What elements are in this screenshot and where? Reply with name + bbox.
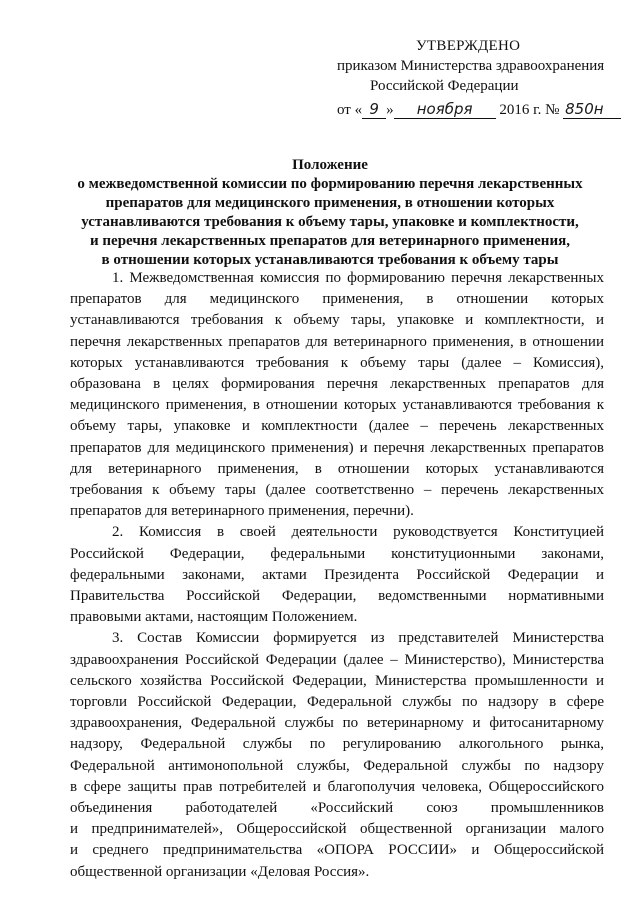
text-line: здравоохранения Российской Федерации (далее – Министерство), Министерства <box>70 651 604 668</box>
text-line: общественной организации «Деловая Россия». <box>70 863 370 880</box>
handwritten-order-number: 850н <box>563 100 621 119</box>
text-line: и среднего предпринимательства «ОПОРА РОССИИ» и Общероссийской <box>70 842 604 859</box>
paragraph-2 <box>70 522 604 628</box>
approval-ministry: Российской Федерации <box>370 78 519 94</box>
text-line: образована в целях формирования перечня лекарственных препаратов для <box>70 376 604 393</box>
text-line: Правительства Российской Федерации, ведомственными нормативными <box>70 588 604 605</box>
text-line: 3. Состав Комиссии формируется из представителей Министерства <box>112 630 604 647</box>
heading-line: в отношении которых устанавливаются требования к объему тары <box>101 252 559 268</box>
text-line: объединения работодателей «Российский союз промышленников <box>70 800 604 817</box>
heading-line: устанавливаются требования к объему тары, упаковке и комплектности, <box>81 214 579 230</box>
text-line: надзору, Федеральной службы по регулированию алкогольного рынка, <box>70 736 604 753</box>
text-line: сельского хозяйства Российской Федерации, Министерства промышленности и <box>70 672 604 689</box>
text-line: которых устанавливаются требования к объему тары (далее – Комиссия), <box>70 354 604 371</box>
date-year: 2016 г. № <box>499 102 560 118</box>
text-line: препаратов для медицинского применения, в отношении которых <box>70 291 604 308</box>
text-line: 2. Комиссия в своей деятельности руководствуется Конституцией <box>112 524 604 541</box>
document-body <box>70 268 604 883</box>
document-title: Положение <box>292 157 368 173</box>
approval-date-line <box>300 100 620 120</box>
paragraph-3 <box>70 628 604 882</box>
document-heading <box>60 156 600 270</box>
text-line: торговли Российской Федерации, Федеральной службы по надзору в сфере <box>70 694 604 711</box>
heading-line: о межведомственной комиссии по формированию перечня лекарственных <box>77 176 583 192</box>
text-line: препаратов для медицинского применения) и перечня лекарственных препаратов <box>70 439 604 456</box>
approval-title: УТВЕРЖДЕНО <box>416 38 521 54</box>
text-line: устанавливаются требования к объему тары, упаковке и комплектности, и <box>70 312 604 329</box>
text-line: требования к объему тары (далее соответственно – перечень лекарственных <box>70 482 604 499</box>
text-line: Федеральной антимонопольной службы, Федеральной службы по надзору <box>70 757 604 774</box>
text-line: препаратов для ветеринарного применения, перечни). <box>70 503 414 520</box>
text-line: здравоохранения, Федеральной службы по ветеринарному и фитосанитарному <box>70 715 604 732</box>
handwritten-day: 9 <box>362 100 386 119</box>
text-line: 1. Межведомственная комиссия по формированию перечня лекарственных <box>112 270 604 286</box>
text-line: объему тары, упаковке и комплектности (далее – перечень лекарственных <box>70 418 604 435</box>
date-prefix: от « <box>337 102 363 118</box>
text-line: и предпринимателей», Общероссийской общественной организации малого <box>70 821 604 838</box>
handwritten-month: ноября <box>394 100 496 119</box>
paragraph-1 <box>70 268 604 522</box>
text-line: для ветеринарного применения, в отношении которых устанавливаются <box>70 460 604 477</box>
text-line: медицинского применения, в отношении которых устанавливаются требования к <box>70 397 604 414</box>
text-line: перечня лекарственных препаратов для ветеринарного применения, в отношении <box>70 333 604 350</box>
text-line: правовыми актами, настоящим Положением. <box>70 609 358 626</box>
text-line: в сфере защиты прав потребителей и благополучия человека, Общероссийского <box>70 778 604 795</box>
text-line: Российской Федерации, федеральными конституционными законами, <box>70 545 604 562</box>
heading-line: и перечня лекарственных препаратов для ветеринарного применения, <box>90 233 570 249</box>
date-mid: » <box>386 102 394 118</box>
approval-order-text: приказом Министерства здравоохранения <box>337 58 605 74</box>
approval-block <box>300 36 620 120</box>
text-line: федеральными законами, актами Президента Российской Федерации и <box>70 566 604 583</box>
heading-line: препаратов для медицинского применения, в отношении которых <box>105 195 555 211</box>
